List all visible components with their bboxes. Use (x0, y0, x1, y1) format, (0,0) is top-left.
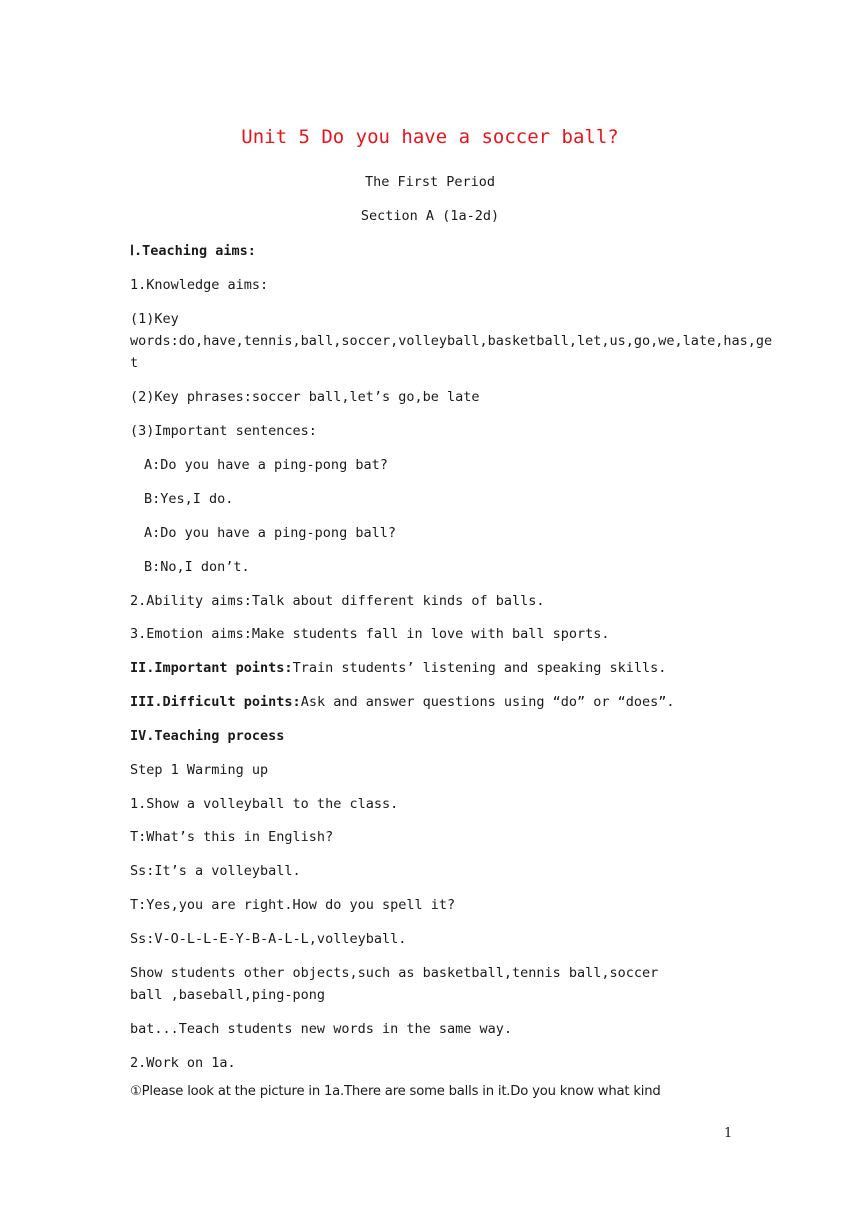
period-subtitle: The First Period (364, 174, 496, 190)
show-others: Show students other objects,such as basketball,tennis ball,soccer (130, 965, 659, 981)
teach-new-words: bat...Teach students new words in the same way. (130, 1021, 513, 1037)
important-points-text: Train students’ listening and speaking skills. (292, 660, 667, 676)
show-volleyball: 1.Show a volleyball to the class. (130, 796, 399, 812)
dialog-line: B:No,I don’t. (144, 559, 250, 575)
students-line: Ss:V-O-L-L-E-Y-B-A-L-L,volleyball. (130, 931, 407, 947)
important-points (130, 657, 740, 679)
teaching-process-heading: IV.Teaching process (130, 728, 285, 744)
teacher-line: T:What’s this in English? (130, 829, 334, 845)
teaching-aims-heading: Ⅰ.Teaching aims: (130, 243, 256, 259)
important-points-label: II.Important points: (130, 660, 293, 676)
dialog-line: A:Do you have a ping-pong bat? (144, 457, 388, 473)
ability-aims: 2.Ability aims:Talk about different kinds of balls. (130, 593, 545, 609)
key-words-list: words:do,have,tennis,ball,soccer,volleyball,basketball,let,us,go,we,late,has,ge (130, 333, 773, 349)
document-title: Unit 5 Do you have a soccer ball? (241, 126, 619, 148)
page-number: 1 (724, 1126, 733, 1141)
section-subtitle: Section A (1a-2d) (360, 208, 500, 224)
difficult-points-label: III.Difficult points: (130, 694, 301, 710)
work-on-1a: 2.Work on 1a. (130, 1055, 236, 1071)
students-line: Ss:It’s a volleyball. (130, 863, 301, 879)
knowledge-aims: 1.Knowledge aims: (130, 277, 269, 293)
please-look-line: ①Please look at the picture in 1a.There are some balls in it.Do you know what kind (130, 1084, 661, 1099)
emotion-aims: 3.Emotion aims:Make students fall in love with ball sports. (130, 626, 610, 642)
show-others-cont: ball ,baseball,ping-pong (130, 987, 326, 1003)
key-words-label: (1)Key (130, 311, 179, 327)
key-phrases: (2)Key phrases:soccer ball,let’s go,be late (130, 389, 480, 405)
dialog-line: B:Yes,I do. (144, 491, 234, 507)
dialog-line: A:Do you have a ping-pong ball? (144, 525, 396, 541)
key-words-list-cont: t (130, 355, 139, 371)
difficult-points (130, 691, 740, 713)
step-1: Step 1 Warming up (130, 762, 269, 778)
teacher-line: T:Yes,you are right.How do you spell it? (130, 897, 456, 913)
difficult-points-text: Ask and answer questions using “do” or “does”. (300, 694, 675, 710)
important-sentences-label: (3)Important sentences: (130, 423, 317, 439)
